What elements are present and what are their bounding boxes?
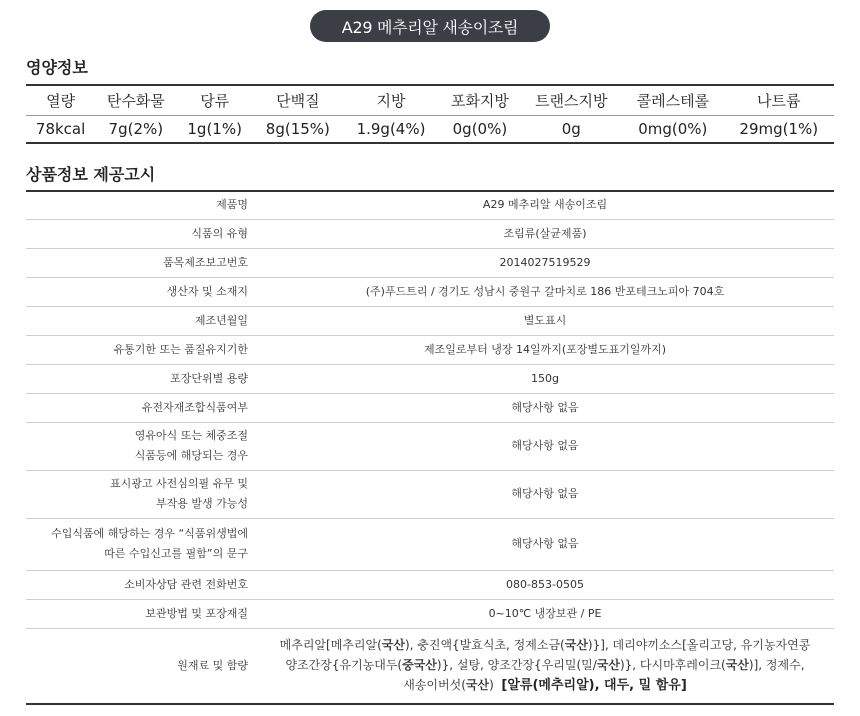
row-value: 해당사항 없음: [256, 422, 834, 470]
table-row: [26, 277, 834, 306]
row-key: 품목제조보고번호: [26, 248, 256, 277]
nutrition-header: 콜레스테롤: [622, 85, 724, 115]
ing-text: 새송이버섯(: [403, 678, 466, 693]
row-value: 2014027519529: [256, 248, 834, 277]
row-key: [26, 518, 256, 570]
table-row: [26, 393, 834, 422]
row-value: 조림류(살균제품): [256, 219, 834, 248]
row-key: 원재료 및 함량: [177, 658, 248, 672]
table-row: [26, 219, 834, 248]
ing-text: )], 정제수,: [748, 658, 805, 673]
table-row: [26, 570, 834, 599]
table-row: [26, 599, 834, 628]
row-value: 150g: [256, 364, 834, 393]
ingredients-line-1: [256, 635, 834, 655]
nutrition-value: 1g(1%): [176, 115, 252, 143]
row-key: 제품명: [26, 191, 256, 219]
ing-text: 메추리알[메추리알(: [279, 638, 382, 653]
row-key: 유통기한 또는 품질유지기한: [26, 335, 256, 364]
row-value: 제조일로부터 냉장 14일까지(포장별도표기일까지): [256, 335, 834, 364]
nutrition-value: 0g(0%): [439, 115, 520, 143]
ing-origin: 국산: [596, 658, 620, 673]
table-row: [26, 518, 834, 570]
row-key: 보관방법 및 포장재질: [26, 599, 256, 628]
ing-text: )}, 설탕, 양조간장{우리밀(밀/: [436, 658, 597, 673]
row-key: 포장단위별 용량: [26, 364, 256, 393]
ing-text: ), 충진액{발효식초, 정제소금(: [404, 638, 565, 653]
ing-origin: 국산: [725, 658, 749, 673]
ing-origin: 국산: [381, 638, 405, 653]
nutrition-value: 78kcal: [26, 115, 95, 143]
nutrition-header: 나트륨: [724, 85, 834, 115]
row-value: 080-853-0505: [256, 570, 834, 599]
product-info-table: [26, 190, 834, 705]
row-key: 생산자 및 소재지: [26, 277, 256, 306]
nutrition-header: 탄수화물: [95, 85, 176, 115]
ingredients-line-3: [256, 675, 834, 696]
table-row: [26, 364, 834, 393]
row-value: 해당사항 없음: [256, 470, 834, 518]
nutrition-heading: 영양정보: [26, 58, 88, 77]
row-value: A29 메추리알 새송이조림: [256, 191, 834, 219]
nutrition-value: 0mg(0%): [622, 115, 724, 143]
row-key: 제조년월일: [26, 306, 256, 335]
row-key: 유전자재조합식품여부: [26, 393, 256, 422]
row-value: 0~10℃ 냉장보관 / PE: [256, 599, 834, 628]
table-row: [26, 335, 834, 364]
nutrition-header: 단백질: [253, 85, 343, 115]
row-key-line: 따른 수입신고를 필함”의 문구: [104, 547, 248, 560]
nutrition-value: 8g(15%): [253, 115, 343, 143]
row-key: 식품의 유형: [26, 219, 256, 248]
table-row-ingredients: [26, 628, 834, 704]
table-row: [26, 248, 834, 277]
nutrition-header: 포화지방: [439, 85, 520, 115]
product-info-heading: 상품정보 제공고시: [26, 165, 156, 184]
nutrition-value: 1.9g(4%): [343, 115, 440, 143]
row-key-line: 표시광고 사전심의필 유무 및: [109, 477, 248, 490]
ing-origin: 국산: [564, 638, 588, 653]
product-title: A29 메추리알 새송이조림: [341, 17, 519, 37]
product-title-badge: [310, 10, 550, 42]
row-key: [26, 422, 256, 470]
allergen-notice: [알류(메추리알), 대두, 밀 함유]: [501, 678, 687, 694]
table-row: [26, 306, 834, 335]
nutrition-value: 0g: [521, 115, 623, 143]
table-row: [26, 191, 834, 219]
ing-text: ): [489, 678, 494, 693]
nutrition-header: 지방: [343, 85, 440, 115]
ing-text: )}, 다시마후레이크(: [619, 658, 726, 673]
ingredients-line-2: [256, 655, 834, 675]
nutrition-table: [26, 84, 834, 144]
row-value: 별도표시: [256, 306, 834, 335]
nutrition-value-row: [26, 115, 834, 143]
row-key-line: 영유아식 또는 체중조절: [134, 429, 248, 442]
table-row: [26, 422, 834, 470]
nutrition-header: 트랜스지방: [521, 85, 623, 115]
row-value: 해당사항 없음: [256, 393, 834, 422]
table-row: [26, 470, 834, 518]
row-key: 소비자상담 관련 전화번호: [26, 570, 256, 599]
nutrition-value: 29mg(1%): [724, 115, 834, 143]
nutrition-header: 당류: [176, 85, 252, 115]
row-key-line: 식품등에 해당되는 경우: [134, 449, 248, 462]
ing-text: )}], 데리야끼소스[올리고당, 유기농자연콩: [587, 638, 811, 653]
ing-origin: 중국산: [402, 658, 437, 673]
row-key-line: 수입식품에 해당하는 경우 “식품위생법에: [51, 527, 248, 540]
ing-origin: 국산: [465, 678, 490, 693]
row-value: 해당사항 없음: [256, 518, 834, 570]
nutrition-header-row: [26, 85, 834, 115]
row-key-line: 부작용 발생 가능성: [155, 497, 248, 510]
nutrition-header: 열량: [26, 85, 95, 115]
row-key: [26, 470, 256, 518]
row-value: (주)푸드트리 / 경기도 성남시 중원구 갈마치로 186 반포테크노피아 704호: [256, 277, 834, 306]
nutrition-value: 7g(2%): [95, 115, 176, 143]
ingredients-value: [256, 628, 834, 704]
ing-text: 양조간장{유기농대두(: [285, 658, 403, 673]
